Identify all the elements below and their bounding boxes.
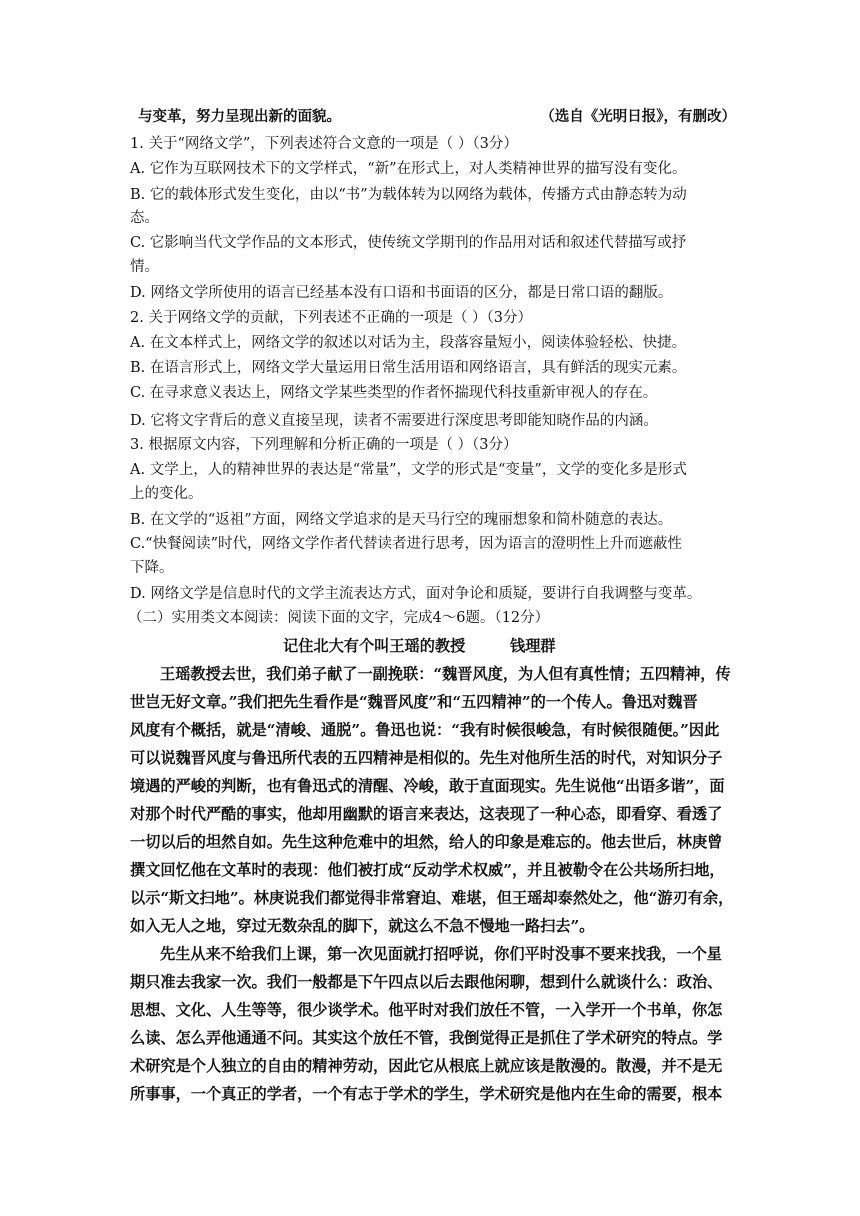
article-line: 一切以后的坦然自如。先生这种危难中的坦然，给人的印象是难忘的。他去世后，林庚曾 bbox=[130, 833, 723, 851]
question-1-option-c: C. 它影响当代文学作品的文本形式，使传统文学期刊的作品用对话和叙述代替描写或抒 bbox=[130, 235, 687, 251]
question-2-option-c: C. 在寻求意义表达上，网络文学某些类型的作者怀揣现代科技重新审视人的存在。 bbox=[130, 385, 658, 401]
article-line: 王瑶教授去世，我们弟子献了一副挽联：“魏晋风度，为人但有真性情；五四精神，传 bbox=[160, 665, 731, 683]
question-3-option-a: A. 文学上，人的精神世界的表达是“常量”，文学的形式是“变量”，文学的变化多是形式 bbox=[130, 462, 687, 478]
question-1-stem: 1. 关于“网络文学”，下列表述符合文意的一项是（ ）（3分） bbox=[130, 136, 518, 152]
article-line: 先生从来不给我们上课，第一次见面就打招呼说，你们平时没事不要来找我，一个星 bbox=[160, 945, 722, 963]
article-line: 思想、文化、人生等等，很少谈学术。他平时对我们放任不管，一入学开一个书单，你怎 bbox=[130, 1001, 723, 1019]
question-3-option-a-cont: 上的变化。 bbox=[130, 486, 203, 502]
top-line bbox=[130, 107, 736, 127]
question-2-option-d: D. 它将文字背后的意义直接呈现，读者不需要进行深度思考即能知晓作品的内涵。 bbox=[130, 413, 658, 429]
question-1-option-a: A. 它作为互联网技术下的文学样式，“新”在形式上，对人类精神世界的描写没有变化。 bbox=[130, 161, 687, 177]
article-author: 钱理群 bbox=[510, 637, 556, 655]
article-line: 世岂无好文章。”我们把先生看作是“魏晋风度”和“五四精神”的一个传人。鲁迅对魏晋 bbox=[130, 693, 698, 711]
question-3-option-c-cont: 下降。 bbox=[130, 560, 174, 576]
question-2-option-a: A. 在文本样式上，网络文学的叙述以对话为主，段落容量短小，阅读体验轻松、快捷。 bbox=[130, 335, 687, 351]
question-1-option-c-cont: 情。 bbox=[130, 259, 159, 275]
article-line: 术研究是个人独立的自由的精神劳动，因此它从根底上就应该是散漫的。散漫，并不是无 bbox=[130, 1057, 723, 1075]
section-heading: （二）实用类文本阅读：阅读下面的文字，完成4～6题。（12分） bbox=[128, 610, 550, 626]
article-line: 所事事，一个真正的学者，一个有志于学术的学生，学术研究是他内在生命的需要，根本 bbox=[130, 1085, 723, 1103]
question-3-stem: 3. 根据原文内容，下列理解和分析正确的一项是（ ）（3分） bbox=[130, 437, 518, 453]
question-2-stem: 2. 关于网络文学的贡献，下列表述不正确的一项是（ ）（3分） bbox=[130, 310, 533, 326]
article-line: 如入无人之地，穿过无数杂乱的脚下，就这么不急不慢地一路扫去”。 bbox=[130, 917, 595, 935]
question-3-option-b: B. 在文学的“返祖”方面，网络文学追求的是天马行空的瑰丽想象和简朴随意的表达。 bbox=[130, 512, 673, 528]
article-line: 撰文回忆他在文革时的表现：他们被打成“反动学术权威”，并且被勒令在公共场所扫地， bbox=[130, 861, 725, 879]
question-1-option-b-cont: 态。 bbox=[130, 210, 159, 226]
article-line: 可以说魏晋风度与鲁迅所代表的五四精神是相似的。先生对他所生活的时代，对知识分子 bbox=[130, 749, 723, 767]
question-2-option-b: B. 在语言形式上，网络文学大量运用日常生活用语和网络语言，具有鲜活的现实元素。 bbox=[130, 360, 687, 376]
article-title: 记住北大有个叫王瑶的教授 bbox=[283, 637, 466, 655]
article-line: 风度有个概括，就是“清峻、通脱”。鲁迅也说：“我有时候很峻急，有时候很随便。”因此 bbox=[130, 721, 720, 739]
article-line: 期只准去我家一次。我们一般都是下午四点以后去跟他闲聊，想到什么就谈什么：政治、 bbox=[130, 973, 723, 991]
top-line-text: 与变革，努力呈现出新的面貌。 bbox=[138, 108, 341, 125]
question-3-option-c: C.“快餐阅读”时代，网络文学作者代替读者进行思考，因为语言的澄明性上升而遮蔽性 bbox=[130, 536, 683, 552]
article-line: 以示“斯文扫地”。林庚说我们都觉得非常窘迫、难堪，但王瑶却泰然处之，他“游刃有余， bbox=[130, 889, 734, 907]
source-note: （选自《光明日报》，有删改） bbox=[540, 108, 736, 125]
article-line: 对那个时代严酷的事实，他却用幽默的语言来表达，这表现了一种心态，即看穿、看透了 bbox=[130, 805, 723, 823]
question-1-option-b: B. 它的载体形式发生变化，由以“书”为载体转为以网络为载体，传播方式由静态转为动 bbox=[130, 187, 687, 203]
article-line: 么读、怎么弄他通通不问。其实这个放任不管，我倒觉得正是抓住了学术研究的特点。学 bbox=[130, 1029, 723, 1047]
article-line: 境遇的严峻的判断，也有鲁迅式的清醒、冷峻，敢于直面现实。先生说他“出语多谐”，面 bbox=[130, 777, 725, 795]
question-1-option-d: D. 网络文学所使用的语言已经基本没有口语和书面语的区分，都是日常口语的翻版。 bbox=[130, 285, 673, 301]
question-3-option-d: D. 网络文学是信息时代的文学主流表达方式，面对争论和质疑，要讲行自我调整与变革。 bbox=[130, 586, 702, 602]
